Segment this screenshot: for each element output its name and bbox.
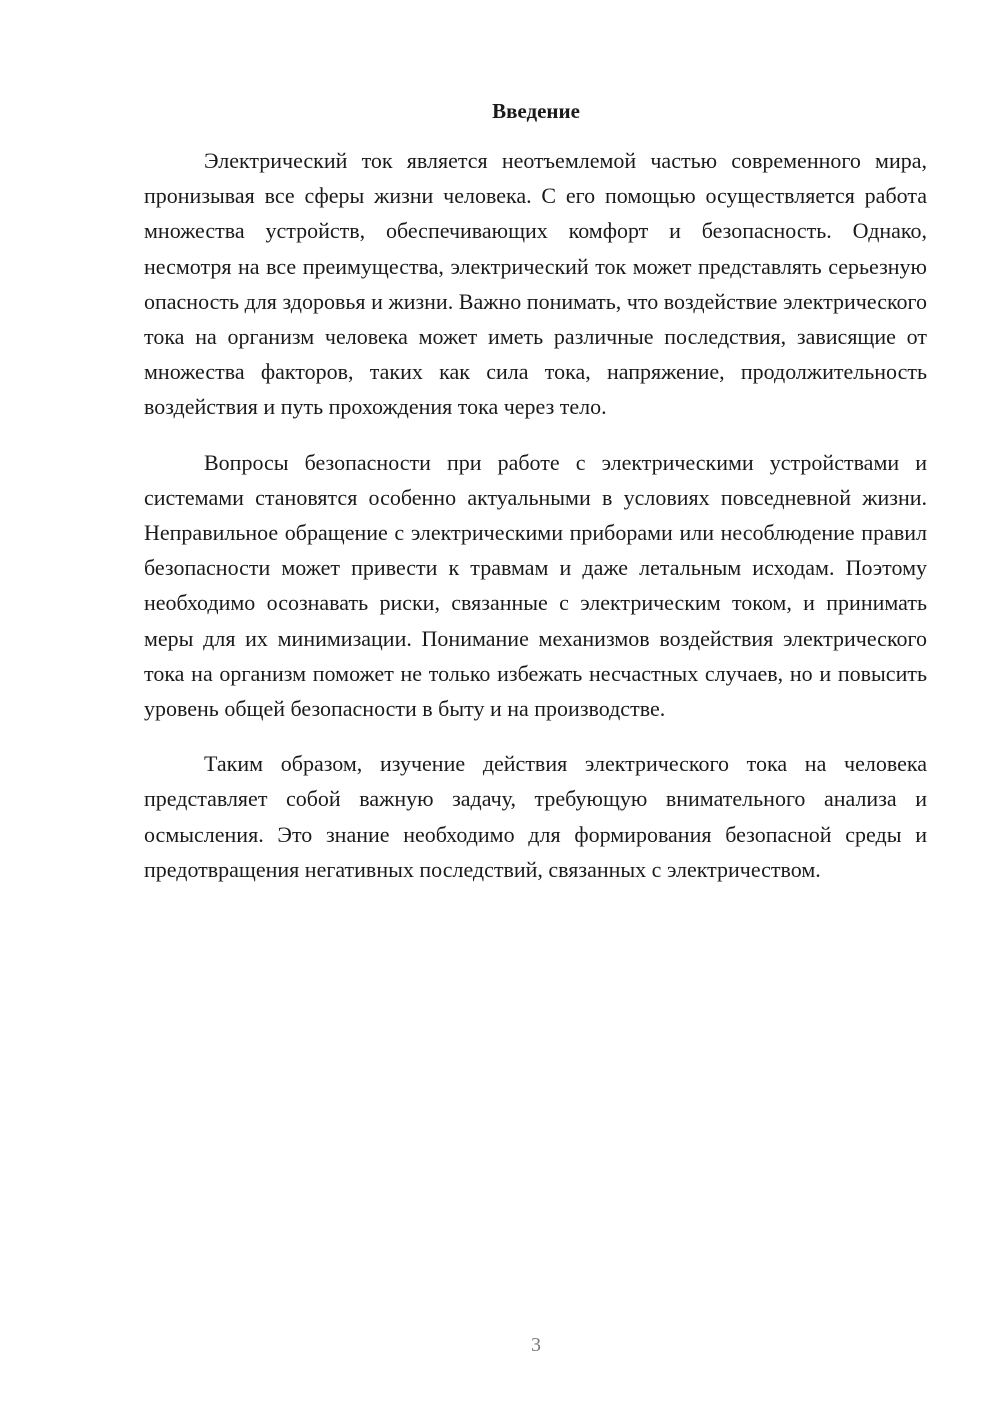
page-number: 3: [531, 1334, 541, 1356]
body-text: [144, 143, 927, 907]
paragraph-2: Вопросы безопасности при работе с электрическими устройствами и системами становятся особенно актуальными в условиях повседневной жизни. Неправильное обращение с электрическими приборами или несоблюдение правил безопасности может привести к травмам и даже летальным исходам. Поэтому необходимо осознавать риски, связанные с электрическим током, и принимать меры для их минимизации. Понимание механизмов воздействия электрического тока на организм поможет не только избежать несчастных случаев, но и повысить уровень общей безопасности в быту и на производстве.: [144, 449, 927, 722]
section-title: Введение: [492, 99, 580, 123]
paragraph-3: Таким образом, изучение действия электрического тока на человека представляет собой важную задачу, требующую внимательного анализа и осмысления. Это знание необходимо для формирования безопасной среды и предотвращения негативных последствий, связанных с электричеством.: [144, 751, 927, 882]
paragraph-1: Электрический ток является неотъемлемой частью современного мира, пронизывая все сферы жизни человека. С его помощью осуществляется работа множества устройств, обеспечивающих комфорт и безопасность. Однако, несмотря на все преимущества, электрический ток может представлять серьезную опасность для здоровья и жизни. Важно понимать, что воздействие электрического тока на организм человека может иметь различные последствия, зависящие от множества факторов, таких как сила тока, напряжение, продолжительность воздействия и путь прохождения тока через тело.: [144, 148, 927, 420]
